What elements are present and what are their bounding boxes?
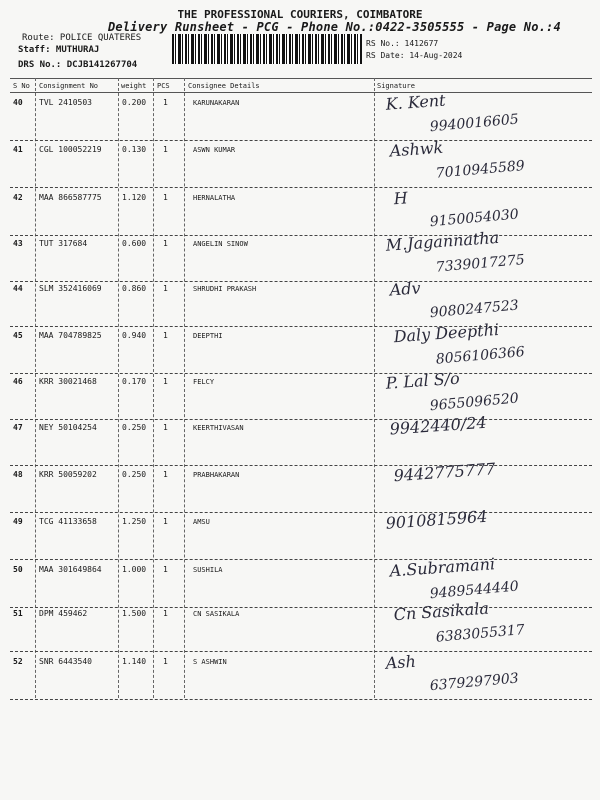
handwritten-signature: [380, 507, 590, 559]
serial-number: 40: [13, 98, 23, 107]
col-header-consignee: Consignee Details: [188, 82, 260, 90]
weight-value: 0.940: [122, 331, 147, 340]
staff-label: Staff: MUTHURAJ: [18, 45, 100, 55]
weight-value: 0.170: [122, 377, 147, 386]
weight-value: 0.600: [122, 239, 147, 248]
weight-value: 0.250: [122, 470, 147, 479]
pieces-count: 1: [163, 98, 168, 107]
handwritten-signature: [380, 647, 590, 699]
signature-phone: 7339017275: [435, 251, 526, 276]
signature-name: Ashwk: [389, 137, 444, 161]
signature-name: Daly Deepthi: [393, 319, 500, 347]
consignee-name: HERNALATHA: [193, 194, 236, 202]
pieces-count: 1: [163, 565, 168, 574]
signature-name: Ash: [385, 651, 417, 673]
handwritten-signature: [380, 599, 590, 651]
pieces-count: 1: [163, 423, 168, 432]
company-title: THE PROFESSIONAL COURIERS, COIMBATORE: [177, 8, 423, 21]
consignee-name: ANGELIN SINOW: [193, 240, 248, 248]
signature-name: P. Lal S/o: [385, 368, 461, 393]
serial-number: 45: [13, 331, 23, 340]
signature-phone: 7010945589: [435, 157, 526, 182]
pieces-count: 1: [163, 331, 168, 340]
signature-name: K. Kent: [385, 90, 447, 114]
col-header-weight: weight: [121, 82, 147, 90]
consignee-name: S ASHWIN: [193, 658, 227, 666]
pieces-count: 1: [163, 377, 168, 386]
consignment-number: MAA 301649864: [39, 565, 102, 574]
signature-phone: 6383055317: [435, 621, 526, 646]
consignment-number: MAA 704789825: [39, 331, 102, 340]
handwritten-signature: [380, 274, 590, 326]
weight-value: 0.130: [122, 145, 147, 154]
serial-number: 52: [13, 657, 23, 666]
pieces-count: 1: [163, 470, 168, 479]
pieces-count: 1: [163, 609, 168, 618]
signature-phone: 9940016605: [429, 111, 520, 136]
serial-number: 41: [13, 145, 23, 154]
serial-number: 42: [13, 193, 23, 202]
pieces-count: 1: [163, 284, 168, 293]
runsheet-subtitle: Delivery Runsheet - PCG - Phone No.:0422-3505555 - Page No.:4: [108, 20, 561, 34]
col-header-pcs: PCS: [157, 82, 170, 90]
consignee-name: SUSHILA: [193, 566, 223, 574]
serial-number: 43: [13, 239, 23, 248]
table-top-rule: [10, 78, 592, 79]
signature-name: Cn Sasikala: [393, 598, 490, 625]
consignment-number: TUT 317684: [39, 239, 88, 248]
serial-number: 48: [13, 470, 23, 479]
weight-value: 0.860: [122, 284, 147, 293]
weight-value: 0.250: [122, 423, 147, 432]
drs-number: DRS No.: DCJB141267704: [18, 60, 138, 70]
rs-date: RS Date: 14-Aug-2024: [366, 51, 463, 60]
consignment-number: TVL 2410503: [39, 98, 92, 107]
pieces-count: 1: [163, 657, 168, 666]
consignment-number: SLM 352416069: [39, 284, 102, 293]
consignee-name: SHRUDHI PRAKASH: [193, 285, 257, 293]
weight-value: 1.140: [122, 657, 147, 666]
route-label: Route: POLICE QUATERES: [22, 33, 142, 43]
consignee-name: ASWN KUMAR: [193, 146, 236, 154]
serial-number: 46: [13, 377, 23, 386]
col-header-signature: Signature: [377, 82, 415, 90]
pieces-count: 1: [163, 193, 168, 202]
weight-value: 1.120: [122, 193, 147, 202]
signature-name: H: [393, 188, 409, 209]
signature-name: Adv: [389, 278, 422, 300]
weight-value: 0.200: [122, 98, 147, 107]
signature-phone: 9489544440: [429, 578, 520, 603]
serial-number: 50: [13, 565, 23, 574]
serial-number: 44: [13, 284, 23, 293]
handwritten-signature: [380, 460, 590, 512]
serial-number: 49: [13, 517, 23, 526]
pieces-count: 1: [163, 145, 168, 154]
signature-name: A.Subramani: [389, 554, 496, 581]
consignee-name: KEERTHIVASAN: [193, 424, 244, 432]
weight-value: 1.000: [122, 565, 147, 574]
consignment-number: SNR 6443540: [39, 657, 92, 666]
consignment-number: KRR 30021468: [39, 377, 97, 386]
serial-number: 51: [13, 609, 23, 618]
consignee-name: PRABHAKARAN: [193, 471, 240, 479]
signature-name: 9942440/24: [389, 412, 488, 439]
signature-name: M.Jagannatha: [385, 227, 500, 255]
consignment-number: CGL 100052219: [39, 145, 102, 154]
consignment-number: NEY 50104254: [39, 423, 97, 432]
row-separator: [10, 699, 592, 700]
signature-name: 9010815964: [385, 506, 488, 533]
pieces-count: 1: [163, 517, 168, 526]
consignment-number: KRR 50059202: [39, 470, 97, 479]
signature-phone: 8056106366: [435, 343, 526, 368]
consignment-number: TCG 41133658: [39, 517, 97, 526]
weight-value: 1.500: [122, 609, 147, 618]
consignee-name: CN SASIKALA: [193, 610, 240, 618]
consignee-name: FELCY: [193, 378, 215, 386]
signature-phone: 9150054030: [429, 206, 520, 231]
signature-phone: 6379297903: [429, 670, 520, 695]
handwritten-signature: [380, 135, 590, 187]
weight-value: 1.250: [122, 517, 147, 526]
signature-name: 9442775777: [393, 459, 496, 486]
handwritten-signature: [380, 88, 590, 140]
barcode-image: [172, 34, 362, 64]
signature-phone: 9655096520: [429, 390, 520, 415]
handwritten-signature: [380, 321, 590, 373]
signature-phone: 9080247523: [429, 297, 520, 322]
serial-number: 47: [13, 423, 23, 432]
consignment-number: DPM 459462: [39, 609, 88, 618]
handwritten-signature: [380, 413, 590, 465]
consignee-name: AMSU: [193, 518, 210, 526]
handwritten-signature: [380, 367, 590, 419]
col-header-consignment: Consignment No: [39, 82, 99, 90]
rs-number: RS No.: 1412677: [366, 39, 439, 48]
col-header-sno: S No: [13, 82, 30, 90]
table-row: [0, 651, 600, 704]
handwritten-signature: [380, 183, 590, 235]
consignee-name: KARUNAKARAN: [193, 99, 240, 107]
consignment-number: MAA 866587775: [39, 193, 102, 202]
consignee-name: DEEPTHI: [193, 332, 223, 340]
pieces-count: 1: [163, 239, 168, 248]
